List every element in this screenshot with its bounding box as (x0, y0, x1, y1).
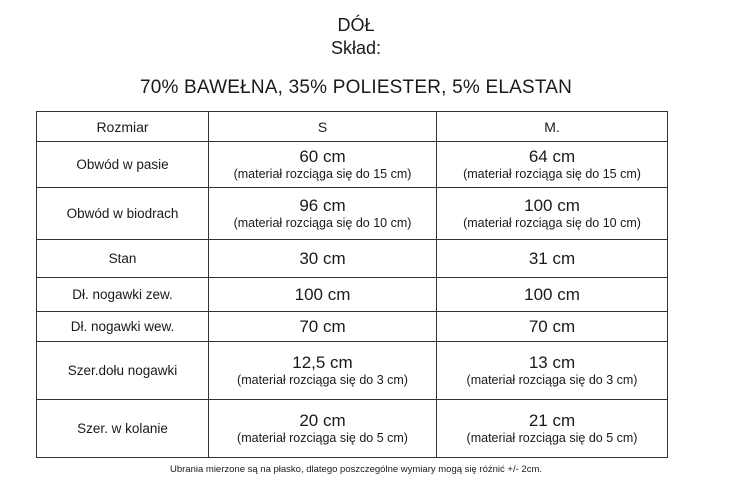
stretch-note-s: (materiał rozciąga się do 5 cm) (237, 431, 408, 445)
cell-size-s (209, 278, 437, 312)
stretch-note-s: (materiał rozciąga się do 3 cm) (237, 373, 408, 387)
stretch-note-m: (materiał rozciąga się do 15 cm) (463, 167, 641, 181)
cell-size-m (437, 188, 668, 240)
value-s: 60 cm (299, 147, 346, 166)
value-s: 96 cm (299, 196, 346, 215)
row-label: Obwód w biodrach (37, 188, 209, 240)
cell-size-m (437, 312, 668, 342)
value-m: 31 cm (528, 248, 576, 268)
stretch-note-s: (materiał rozciąga się do 10 cm) (233, 216, 412, 230)
value-m: 70 cm (528, 316, 576, 336)
header-size-label: Rozmiar (37, 112, 209, 142)
cell-size-m (437, 240, 668, 278)
stretch-note-m: (materiał rozciąga się do 5 cm) (466, 431, 638, 445)
table-header-row (37, 112, 668, 142)
header-size-s: S (209, 112, 437, 142)
table-row (37, 400, 668, 458)
table-row (37, 278, 668, 312)
table-row (37, 342, 668, 400)
size-table (36, 111, 668, 458)
header-size-m: M. (437, 112, 668, 142)
row-label: Obwód w pasie (37, 142, 209, 188)
cell-size-m (437, 142, 668, 188)
cell-size-m (437, 342, 668, 400)
value-m: 64 cm (528, 147, 576, 166)
cell-size-s (209, 312, 437, 342)
value-s: 30 cm (299, 248, 346, 268)
stretch-note-m: (materiał rozciąga się do 10 cm) (463, 216, 641, 230)
value-m: 100 cm (524, 196, 580, 215)
table-row (37, 188, 668, 240)
fabric-composition: 70% BAWEŁNA, 35% POLIESTER, 5% ELASTAN (139, 77, 573, 98)
cell-size-s (209, 400, 437, 458)
row-label: Stan (37, 240, 209, 278)
value-s: 70 cm (299, 316, 346, 336)
cell-size-s (209, 142, 437, 188)
table-row (37, 240, 668, 278)
cell-size-s (209, 240, 437, 278)
measurement-footnote: Ubrania mierzone są na płasko, dlatego poszczególne wymiary mogą się różnić +/- 2cm. (170, 464, 542, 475)
value-m: 21 cm (528, 411, 576, 430)
value-s: 12,5 cm (292, 353, 353, 372)
row-label: Dł. nogawki wew. (37, 312, 209, 342)
cell-size-m (437, 278, 668, 312)
stretch-note-m: (materiał rozciąga się do 3 cm) (466, 373, 638, 387)
composition-heading: Skład: (330, 38, 382, 58)
value-s: 100 cm (294, 284, 351, 304)
value-m: 100 cm (524, 284, 580, 304)
row-label: Dł. nogawki zew. (37, 278, 209, 312)
cell-size-s (209, 342, 437, 400)
row-label: Szer.dołu nogawki (37, 342, 209, 400)
value-m: 13 cm (528, 353, 576, 372)
cell-size-m (437, 400, 668, 458)
row-label: Szer. w kolanie (37, 400, 209, 458)
table-row (37, 142, 668, 188)
cell-size-s (209, 188, 437, 240)
stretch-note-s: (materiał rozciąga się do 15 cm) (233, 167, 412, 181)
value-s: 20 cm (299, 411, 346, 430)
table-row (37, 312, 668, 342)
page-title: DÓŁ (337, 15, 375, 35)
